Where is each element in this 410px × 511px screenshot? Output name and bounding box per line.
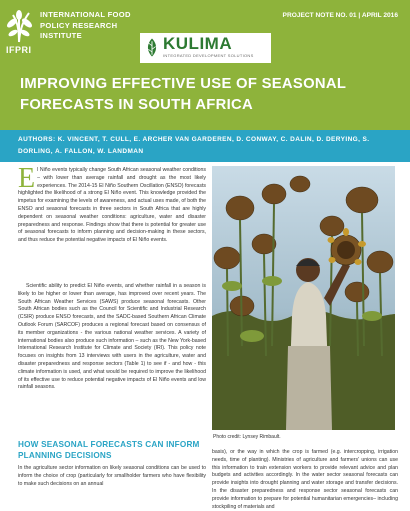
- photo-credit: Photo credit: Lynsey Rimbault.: [213, 434, 281, 440]
- kulima-logo: [140, 33, 271, 63]
- page-title: IMPROVING EFFECTIVE USE OF SEASONAL FORECASTS IN SOUTH AFRICA: [20, 76, 346, 113]
- report-header: [0, 0, 410, 130]
- intro-paragraph: [18, 163, 206, 245]
- intro-text: l Niño events typically change South African seasonal weather conditions – with lower than average rainfall and drought as the most likely experiences. The 2014-15 El Niño Southern Oscillation (ENSO) forecasts highlighted the likelihood of a strong El Niño event. This knowledge provided the impetus for examining the levels of awareness, and actual uses made, of both the ENSO and seasonal forecasts in three sectors in South Africa that are highly dependent on seasonal weather conditions: agriculture, water and disaster preparedness and response. Findings show that there is potential for greater use of seasonal forecasts to inform planning and decision-making in these sectors, and thus reduce the potential negative impacts of El Niño events.: [18, 167, 206, 244]
- kulima-emblem-icon: [143, 36, 161, 59]
- section-paragraph: In the agriculture sector information on likely seasonal conditions can be used to inform the choice of crop (particularly for smallholder farmers who have flexibility to make such decisions on an annual: [18, 465, 206, 487]
- drop-cap: E: [18, 163, 36, 194]
- ifpri-logo-icon: [3, 9, 36, 43]
- right-column-paragraph: basis), or the way in which the crop is farmed (e.g. intercropping, irrigation needs, time of planting). Ministries of agriculture and farmers' unions can use this information to train extension workers to provide relevant advice and plan budgets and activities accordingly. In the water sector seasonal forecasts can provide insights into drought planning and water storage and transfer decisions. In the disaster preparedness and response sector seasonal forecasts can provide information to prepare for potential humanitarian emergencies– including stockpiling of materials and: [212, 449, 398, 510]
- body-paragraph: Scientific ability to predict El Niño events, and whether rainfall in a season is likely to be higher or lower than average, has improved over recent years. The South African Weather Services (SAWS) produce seasonal forecasts. Other South African bodies such as the Council for Scientific and Industrial Research (CSIR) produce ENSO forecasts, and the SADC-based Southern African Climate Outlook Forum (SARCOF) produces a regional forecast based on consensus of its member organizations - the various national weather services. A variety of international bodies also produce such information – such as the New York-based International Research Institute for Climate and Society (IRI). This policy note focuses on insights from 13 interviews with users in the agriculture, water and disaster preparedness and response sectors (Table 1) to see if - and how - this climate information is used, and what would be required to improve the likelihood of its effective use to reduce potential negative impacts of El Niño events and low rainfall seasons.: [18, 283, 206, 391]
- ifpri-logo-text: IFPRI: [6, 45, 32, 55]
- partner-tagline: INTEGRATED DEVELOPMENT SOLUTIONS: [163, 53, 254, 58]
- section-heading: HOW SEASONAL FORECASTS CAN INFORM PLANNING DECISIONS: [18, 440, 200, 460]
- organization-name: INTERNATIONAL FOOD POLICY RESEARCH INSTITUTE: [40, 10, 131, 40]
- authors-list: AUTHORS: K. VINCENT, T. CULL, E. ARCHER VAN GARDEREN, D. CONWAY, C. DALIN, D. DERYING, S. DORLING, A. FALLON, W. LANDMAN: [18, 136, 370, 155]
- authors-banner: [0, 130, 410, 162]
- project-note-label: PROJECT NOTE NO. 01 | APRIL 2016: [282, 12, 398, 19]
- partner-name: KULIMA: [163, 34, 233, 53]
- sunflower-farmer-photo: [212, 166, 395, 430]
